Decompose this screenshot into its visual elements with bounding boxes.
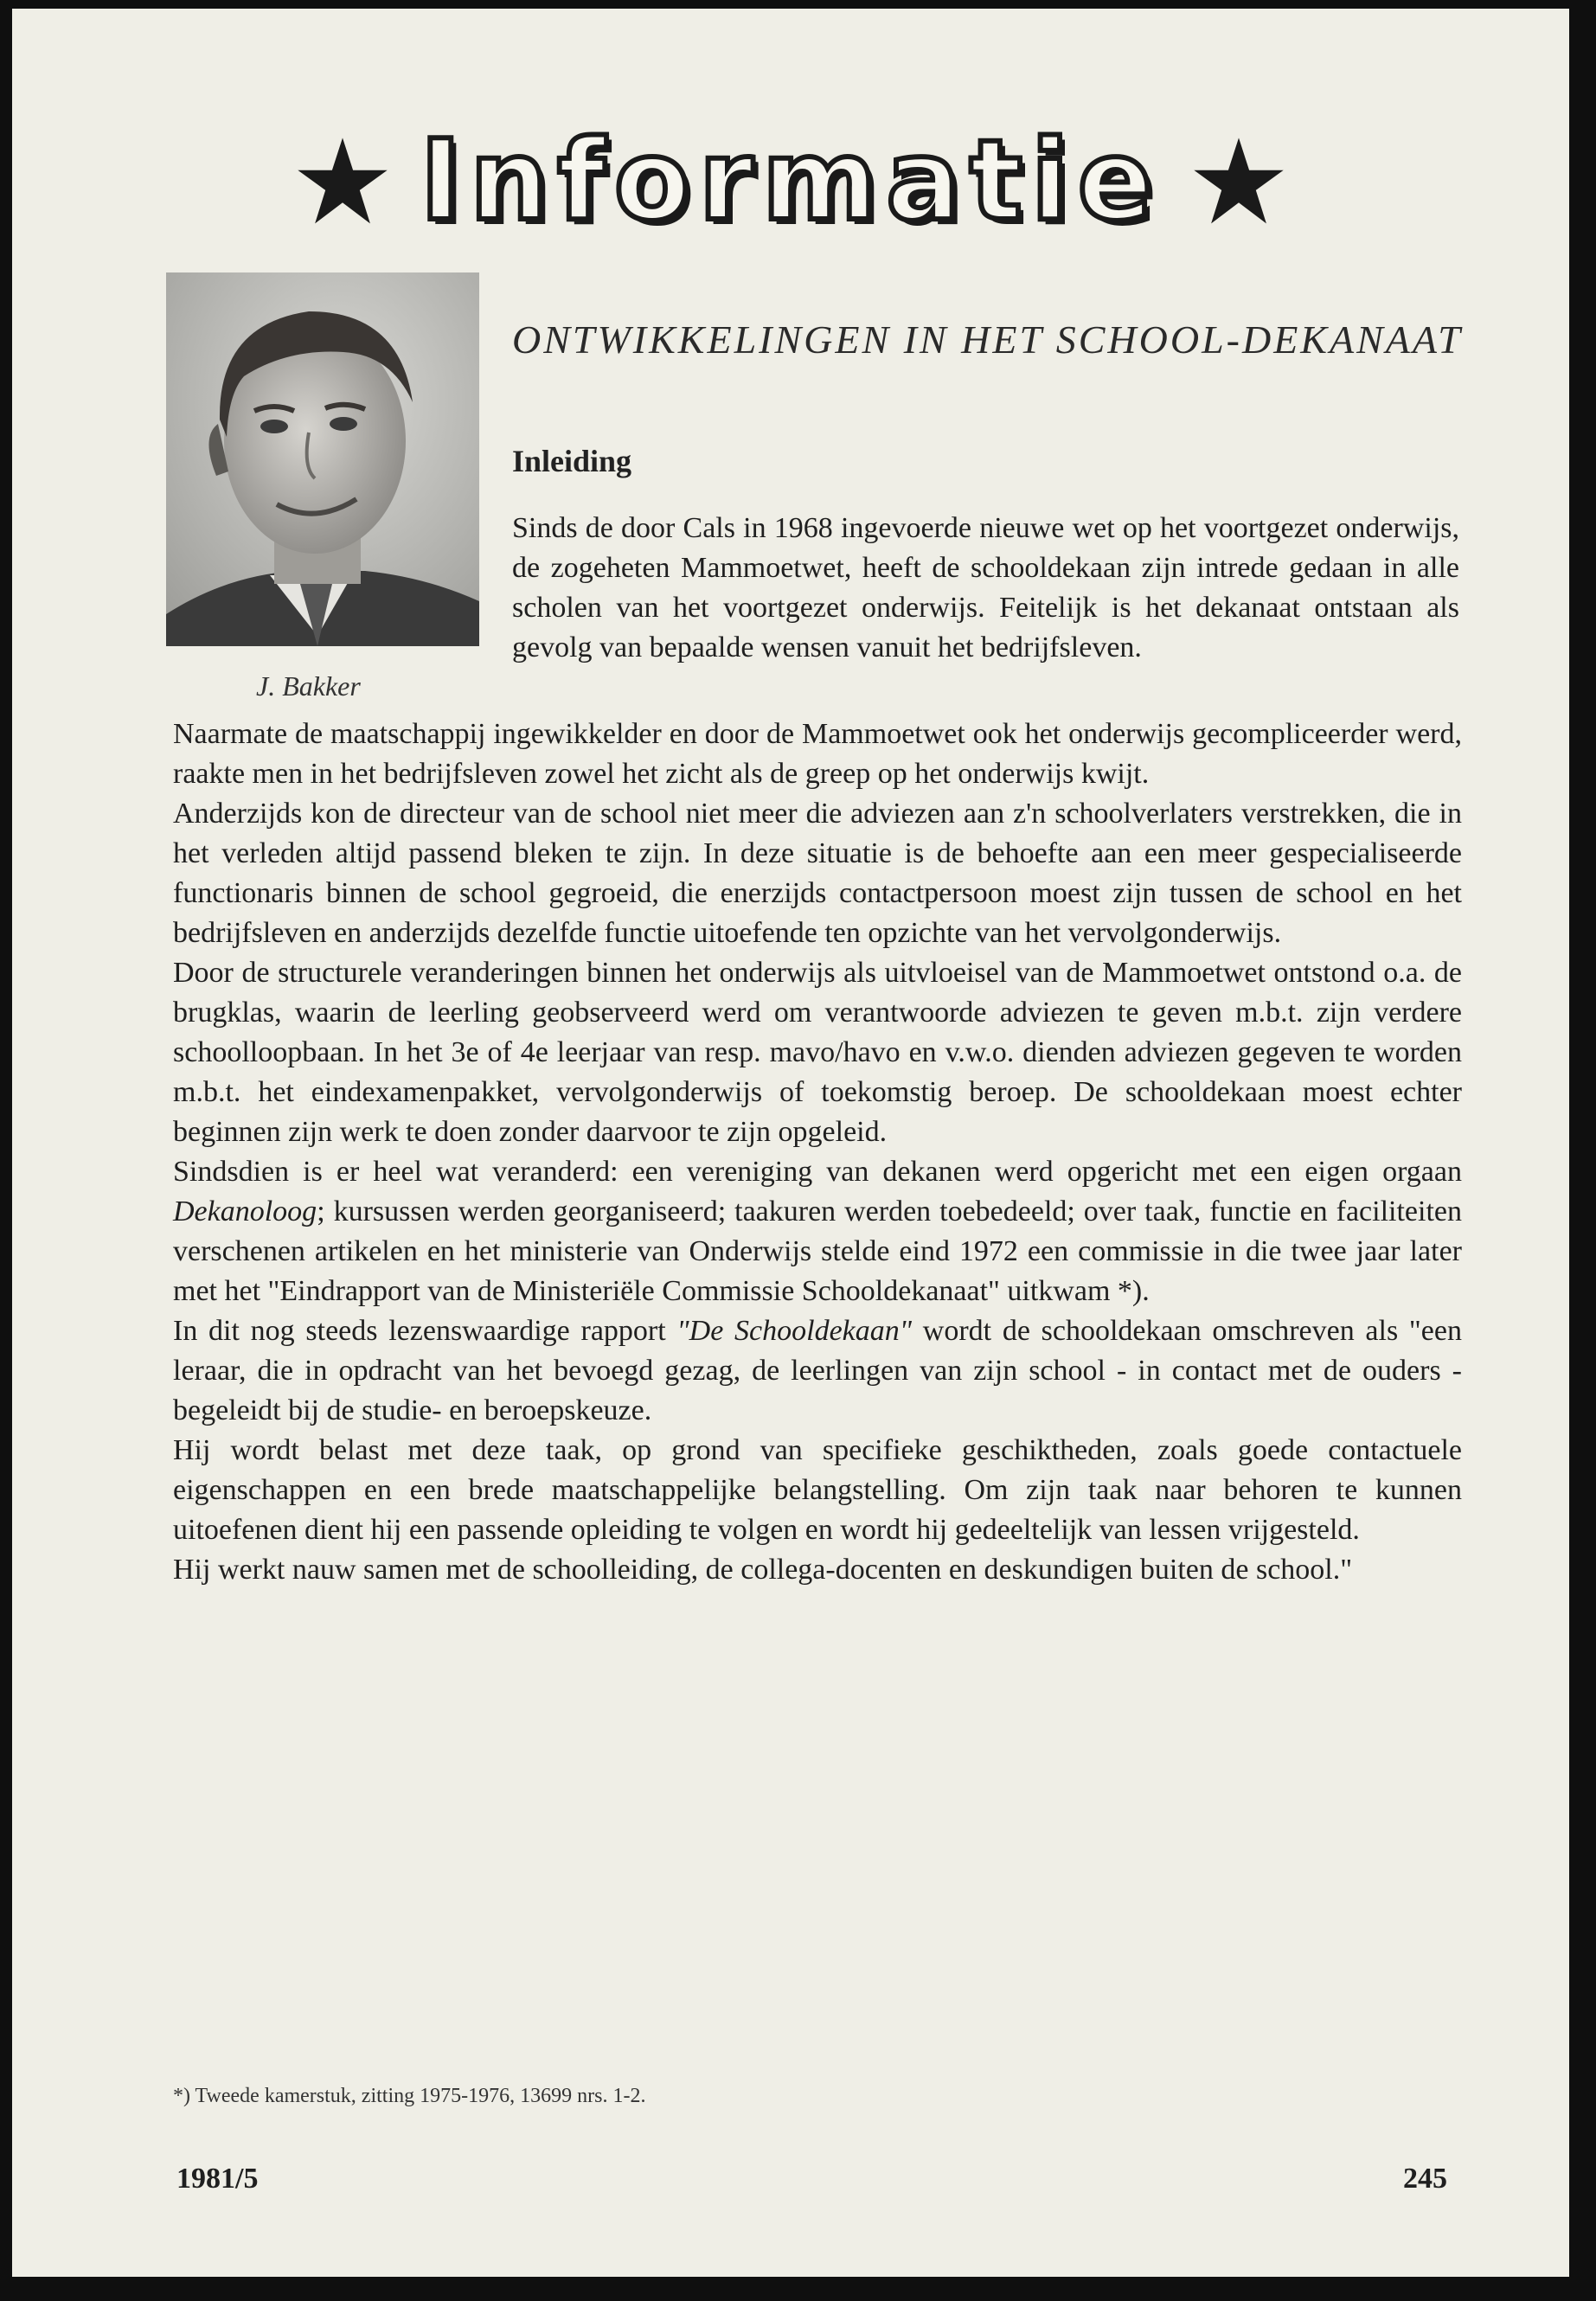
star-icon-left	[295, 134, 390, 229]
paragraph-5-text-b: wordt de schooldekaan omschreven als "een leraar, die in opdracht van het bevoegd gezag, de leerlingen van zijn school - in contact met de ouders - begeleidt bij de studie- en beroepskeuze.	[173, 1315, 1462, 1426]
header-title: Informatie	[420, 117, 1162, 246]
paragraph-2: Anderzijds kon de directeur van de school niet meer die adviezen aan z'n schoolverlaters verstrekken, die in het verleden altijd passend bleken te zijn. In deze situatie is de behoefte aan een meer gespecialiseerde functionaris binnen de school gegroeid, die enerzijds contactpersoon moest zijn tussen de school en het bedrijfsleven en anderzijds dezelfde functie uitoefende ten opzichte van het vervolgonderwijs.	[173, 798, 1462, 949]
footnote: *) Tweede kamerstuk, zitting 1975-1976, 13699 nrs. 1-2.	[173, 2085, 646, 2107]
star-icon-right	[1191, 134, 1286, 229]
article-title: ONTWIKKELINGEN IN HET SCHOOL-DEKANAAT	[512, 317, 1463, 362]
issue-number: 1981/5	[176, 2163, 259, 2195]
paragraph-4-text-b: ; kursussen werden georganiseerd; taakuren werden toebedeeld; over taak, functie en faciliteiten verschenen artikelen en het ministerie van Onderwijs stelde eind 1972 een commissie in die twee jaar later met het "Eindrapport van de Ministeriële Commissie Schooldekanaat" uitkwam *).	[173, 1195, 1462, 1307]
paragraph-5-text-a: In dit nog steeds lezenswaardige rapport	[173, 1315, 677, 1347]
paragraph-3: Door de structurele veranderingen binnen het onderwijs als uitvloeisel van de Mammoetwet ontstond o.a. de brugklas, waarin de leerling geobserveerd werd om verantwoorde adviezen te geven m.b.t. zijn verdere schoolloopbaan. In het 3e of 4e leerjaar van resp. mavo/havo en v.w.o. dienden adviezen gegeven te worden m.b.t. het eindexamenpakket, vervolgonderwijs of toekomstig beroep. De schooldekaan moest echter beginnen zijn werk te doen zonder daarvoor te zijn opgeleid.	[173, 957, 1462, 1148]
journal-name: Dekanoloog	[173, 1195, 317, 1227]
paragraph-7: Hij werkt nauw samen met de schoolleiding, de collega-docenten en deskundigen buiten de school."	[173, 1554, 1353, 1586]
paragraph-6: Hij wordt belast met deze taak, op grond van specifieke geschiktheden, zoals goede contactuele eigenschappen en een brede maatschappelijke belangstelling. Om zijn taak naar behoren te kunnen uitoefenen dient hij een passende opleiding te volgen en wordt hij gedeeltelijk van lessen vrijgesteld.	[173, 1434, 1462, 1546]
section-heading: Inleiding	[512, 444, 632, 478]
section-header	[12, 117, 1569, 246]
photo-caption: J. Bakker	[256, 670, 361, 702]
author-photo	[166, 272, 479, 646]
page	[12, 9, 1569, 2277]
paragraph-5	[173, 1311, 1462, 1431]
paragraph-4	[173, 1152, 1462, 1311]
intro-paragraph: Sinds de door Cals in 1968 ingevoerde nieuwe wet op het voortgezet onderwijs, de zogeheten Mammoetwet, heeft de schooldekaan zijn intrede gedaan in alle scholen van het voortgezet onderwijs. Feitelijk is het dekanaat ontstaan als gevolg van bepaalde wensen vanuit het bedrijfsleven.	[512, 512, 1459, 663]
paragraph-1: Naarmate de maatschappij ingewikkelder en door de Mammoetwet ook het onderwijs gecompliceerder werd, raakte men in het bedrijfsleven zowel het zicht als de greep op het onderwijs kwijt.	[173, 718, 1462, 790]
article-body	[173, 715, 1462, 1590]
paragraph-4-text-a: Sindsdien is er heel wat veranderd: een vereniging van dekanen werd opgericht met een eigen orgaan	[173, 1156, 1462, 1188]
report-title: "De Schooldekaan"	[676, 1315, 913, 1347]
page-number: 245	[1403, 2163, 1447, 2195]
